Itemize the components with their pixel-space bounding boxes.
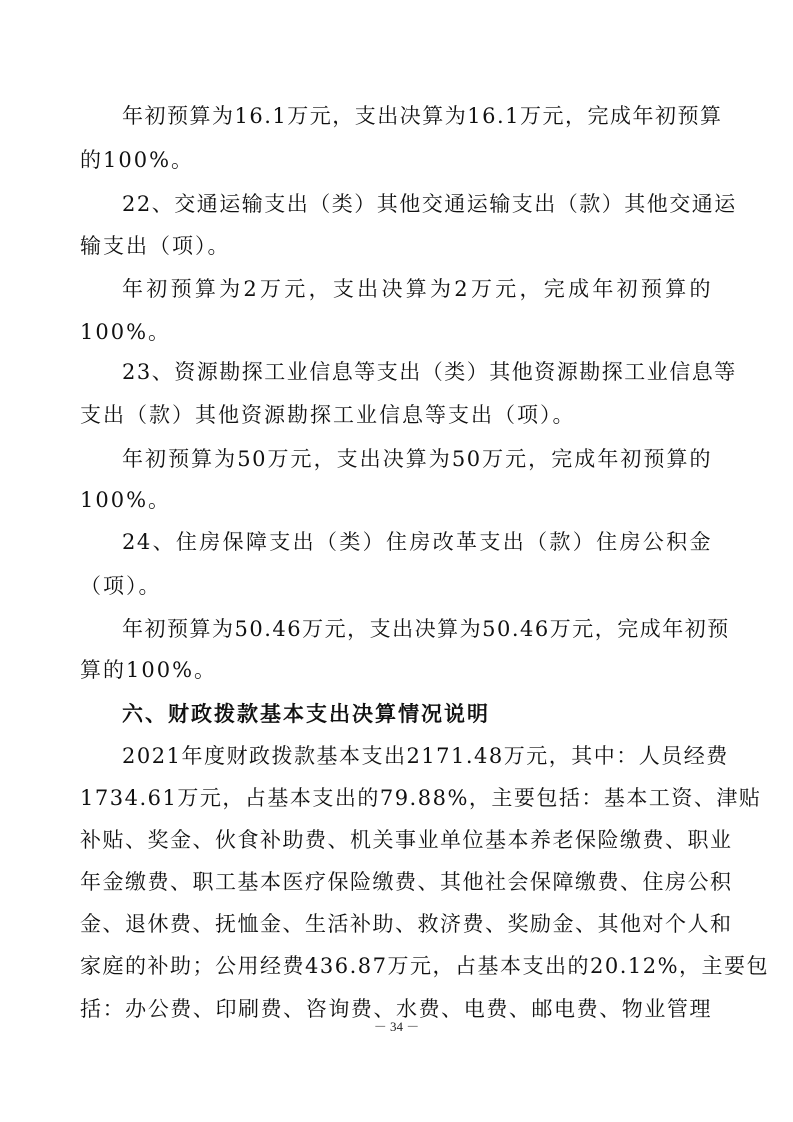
text-line: （项）。 <box>80 574 162 598</box>
text-line: 金、退休费、抚恤金、生活补助、救济费、奖励金、其他对个人和 <box>80 912 733 936</box>
text-line: 23、资源勘探工业信息等支出（类）其他资源勘探工业信息等 <box>122 360 737 384</box>
text-line: 100%。 <box>80 320 172 344</box>
text-line: 算的100%。 <box>80 658 218 682</box>
page-number: － 34 － <box>373 1019 420 1034</box>
section-heading: 六、财政拨款基本支出决算情况说明 <box>122 702 490 726</box>
text-line: 括：办公费、印刷费、咨询费、水费、电费、邮电费、物业管理 <box>80 997 712 1021</box>
text-line: 年金缴费、职工基本医疗保险缴费、其他社会保障缴费、住房公积 <box>80 870 733 894</box>
text-line: 输支出（项）。 <box>80 234 231 258</box>
text-line: 年初预算为50万元，支出决算为50万元，完成年初预算的 <box>122 447 712 471</box>
text-line: 年初预算为16.1万元，支出决算为16.1万元，完成年初预算 <box>122 104 723 128</box>
text-line: 家庭的补助；公用经费436.87万元，占基本支出的20.12%，主要包 <box>80 954 770 978</box>
text-line: 支出（款）其他资源勘探工业信息等支出（项）。 <box>80 403 576 427</box>
text-line: 100%。 <box>80 488 172 512</box>
text-line: 24、住房保障支出（类）住房改革支出（款）住房公积金 <box>122 530 712 554</box>
text-line: 2021年度财政拨款基本支出2171.48万元，其中：人员经费 <box>122 744 729 768</box>
text-line: 的100%。 <box>80 148 195 172</box>
text-line: 22、交通运输支出（类）其他交通运输支出（款）其他交通运 <box>122 192 737 216</box>
text-line: 年初预算为50.46万元，支出决算为50.46万元，完成年初预 <box>122 617 730 641</box>
text-line: 补贴、奖金、伙食补助费、机关事业单位基本养老保险缴费、职业 <box>80 828 733 852</box>
text-line: 1734.61万元，占基本支出的79.88%，主要包括：基本工资、津贴 <box>80 786 762 810</box>
text-line: 年初预算为2万元，支出决算为2万元，完成年初预算的 <box>122 277 712 301</box>
